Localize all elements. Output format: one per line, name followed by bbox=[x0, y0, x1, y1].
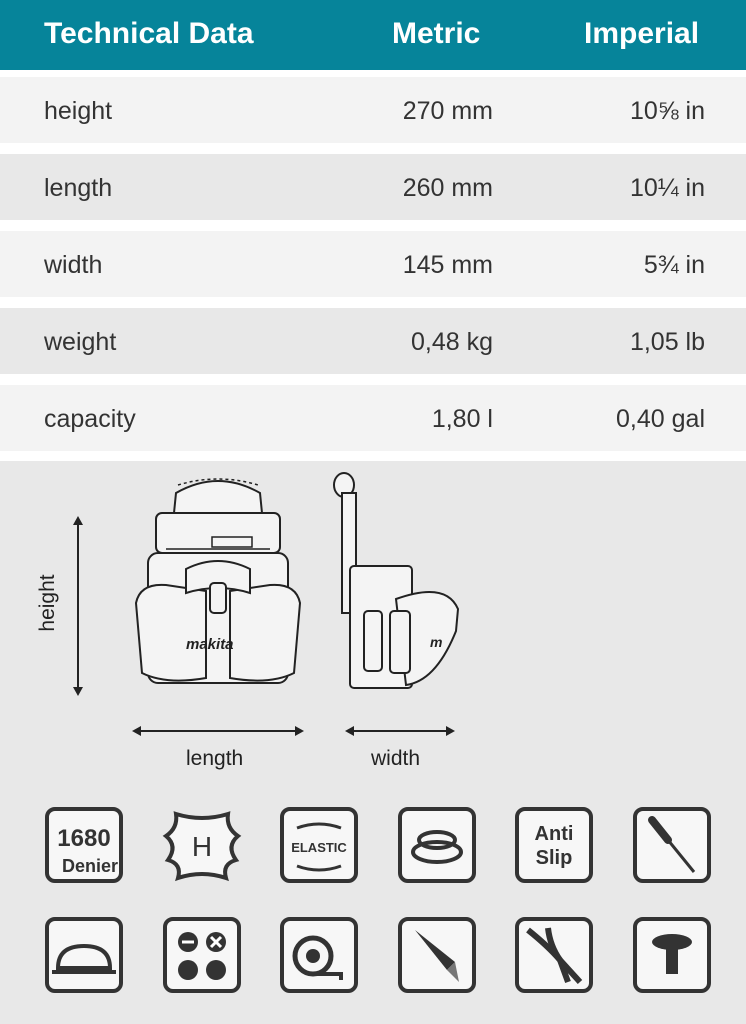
row-imperial-value: 1,05 lb bbox=[629, 328, 705, 356]
denier-word: Denier bbox=[61, 856, 119, 876]
elastic-icon bbox=[279, 806, 359, 884]
tape-clip-icon bbox=[44, 916, 124, 994]
anti-slip-icon bbox=[514, 806, 594, 884]
leather-letter: H bbox=[191, 831, 213, 862]
leather-icon bbox=[162, 806, 242, 884]
height-arrow bbox=[68, 516, 88, 696]
table-row bbox=[0, 231, 746, 297]
header-metric: Metric bbox=[392, 17, 481, 50]
row-metric-value: 0,48 kg bbox=[410, 328, 493, 356]
table-row bbox=[0, 385, 746, 451]
length-label: length bbox=[186, 747, 244, 770]
table-row bbox=[0, 154, 746, 220]
width-arrow bbox=[345, 723, 455, 739]
row-label: length bbox=[44, 174, 113, 202]
row-metric-value: 145 mm bbox=[402, 251, 493, 279]
table-header bbox=[0, 0, 746, 70]
pouch-side-view bbox=[326, 471, 466, 697]
row-label: weight bbox=[44, 328, 117, 356]
width-label: width bbox=[371, 747, 421, 770]
hammer-holder-icon bbox=[632, 916, 712, 994]
row-imperial-value: 10⅝ in bbox=[629, 97, 705, 125]
utility-knife-icon bbox=[397, 916, 477, 994]
row-metric-value: 1,80 l bbox=[431, 405, 493, 433]
slip-word: Slip bbox=[535, 847, 573, 869]
row-label: width bbox=[44, 251, 103, 279]
rivet-ring-icon bbox=[397, 806, 477, 884]
row-label: capacity bbox=[44, 405, 136, 433]
height-label: height bbox=[36, 574, 59, 632]
elastic-word: ELASTIC bbox=[291, 840, 347, 855]
product-diagram-panel bbox=[0, 461, 746, 1024]
pliers-icon bbox=[514, 916, 594, 994]
brand-logo-front: makita bbox=[186, 636, 234, 653]
pouch-front-view bbox=[126, 473, 310, 695]
screwdriver-icon bbox=[632, 806, 712, 884]
row-label: height bbox=[44, 97, 113, 125]
denier-1680-icon bbox=[44, 806, 124, 884]
row-metric-value: 270 mm bbox=[402, 97, 493, 125]
brand-logo-side: m bbox=[430, 634, 443, 650]
table-row bbox=[0, 77, 746, 143]
tape-measure-icon bbox=[279, 916, 359, 994]
row-imperial-value: 5¾ in bbox=[643, 251, 705, 279]
header-imperial: Imperial bbox=[584, 17, 700, 50]
row-metric-value: 260 mm bbox=[402, 174, 493, 202]
row-imperial-value: 0,40 gal bbox=[616, 405, 705, 433]
row-imperial-value: 10¼ in bbox=[629, 174, 705, 202]
denier-number: 1680 bbox=[57, 825, 111, 852]
length-arrow bbox=[132, 723, 304, 739]
table-row bbox=[0, 308, 746, 374]
anti-word: Anti bbox=[534, 823, 574, 845]
header-technical-data: Technical Data bbox=[44, 17, 254, 50]
bit-holder-icon bbox=[162, 916, 242, 994]
